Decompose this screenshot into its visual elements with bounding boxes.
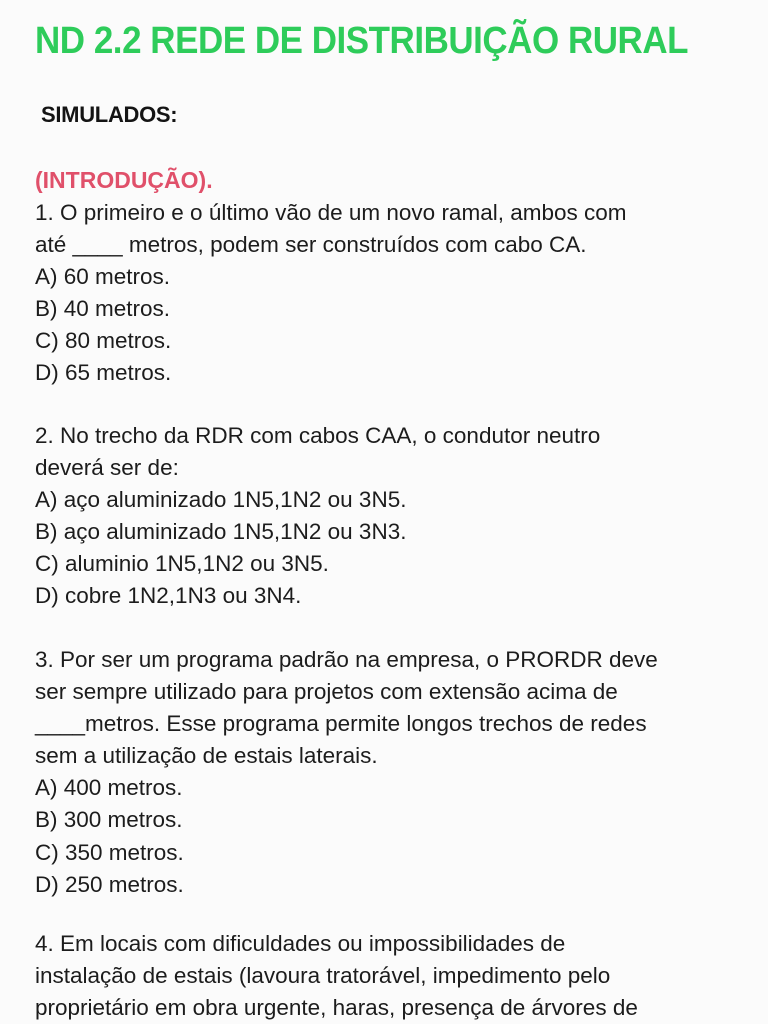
question-text-line: até ____ metros, podem ser construídos com cabo CA. [35,232,587,258]
question-text-line: 3. Por ser um programa padrão na empresa, o PRORDR deve [35,647,658,672]
question-text-line: deverá ser de: [35,455,179,481]
answer-option: C) 350 metros. [35,839,184,865]
question-2 [35,420,755,613]
question-text-line: instalação de estais (lavoura tratorável, impedimento pelo [35,963,611,989]
question-text-line: 1. O primeiro e o último vão de um novo ramal, ambos com [35,200,627,225]
question-text-line: sem a utilização de estais laterais. [35,743,378,769]
question-text-line: 4. Em locais com dificuldades ou impossibilidades de [35,931,566,956]
answer-option: B) aço aluminizado 1N5,1N2 ou 3N3. [35,519,407,545]
page-title: ND 2.2 REDE DE DISTRIBUIÇÃO RURAL [35,20,689,62]
answer-option: D) 250 metros. [35,871,184,897]
question-text-line: ser sempre utilizado para projetos com extensão acima de [35,679,618,705]
question-text-line: 2. No trecho da RDR com cabos CAA, o condutor neutro [35,423,601,448]
question-text-line: proprietário em obra urgente, haras, presença de árvores de [35,995,638,1021]
question-text-line: ____metros. Esse programa permite longos trechos de redes [35,711,647,737]
question-4 [35,928,755,1024]
answer-option: A) 400 metros. [35,775,183,801]
answer-option: D) cobre 1N2,1N3 ou 3N4. [35,583,302,609]
answer-option: B) 300 metros. [35,807,183,833]
answer-option: A) 60 metros. [35,264,171,290]
answer-option: C) aluminio 1N5,1N2 ou 3N5. [35,551,329,577]
subtitle: SIMULADOS: [41,102,178,127]
section-heading: (INTRODUÇÃO). [35,167,213,193]
answer-option: D) 65 metros. [35,360,172,386]
answer-option: C) 80 metros. [35,328,172,354]
answer-option: A) aço aluminizado 1N5,1N2 ou 3N5. [35,487,407,513]
question-1 [35,197,755,390]
answer-option: B) 40 metros. [35,296,171,322]
question-3 [35,644,755,901]
